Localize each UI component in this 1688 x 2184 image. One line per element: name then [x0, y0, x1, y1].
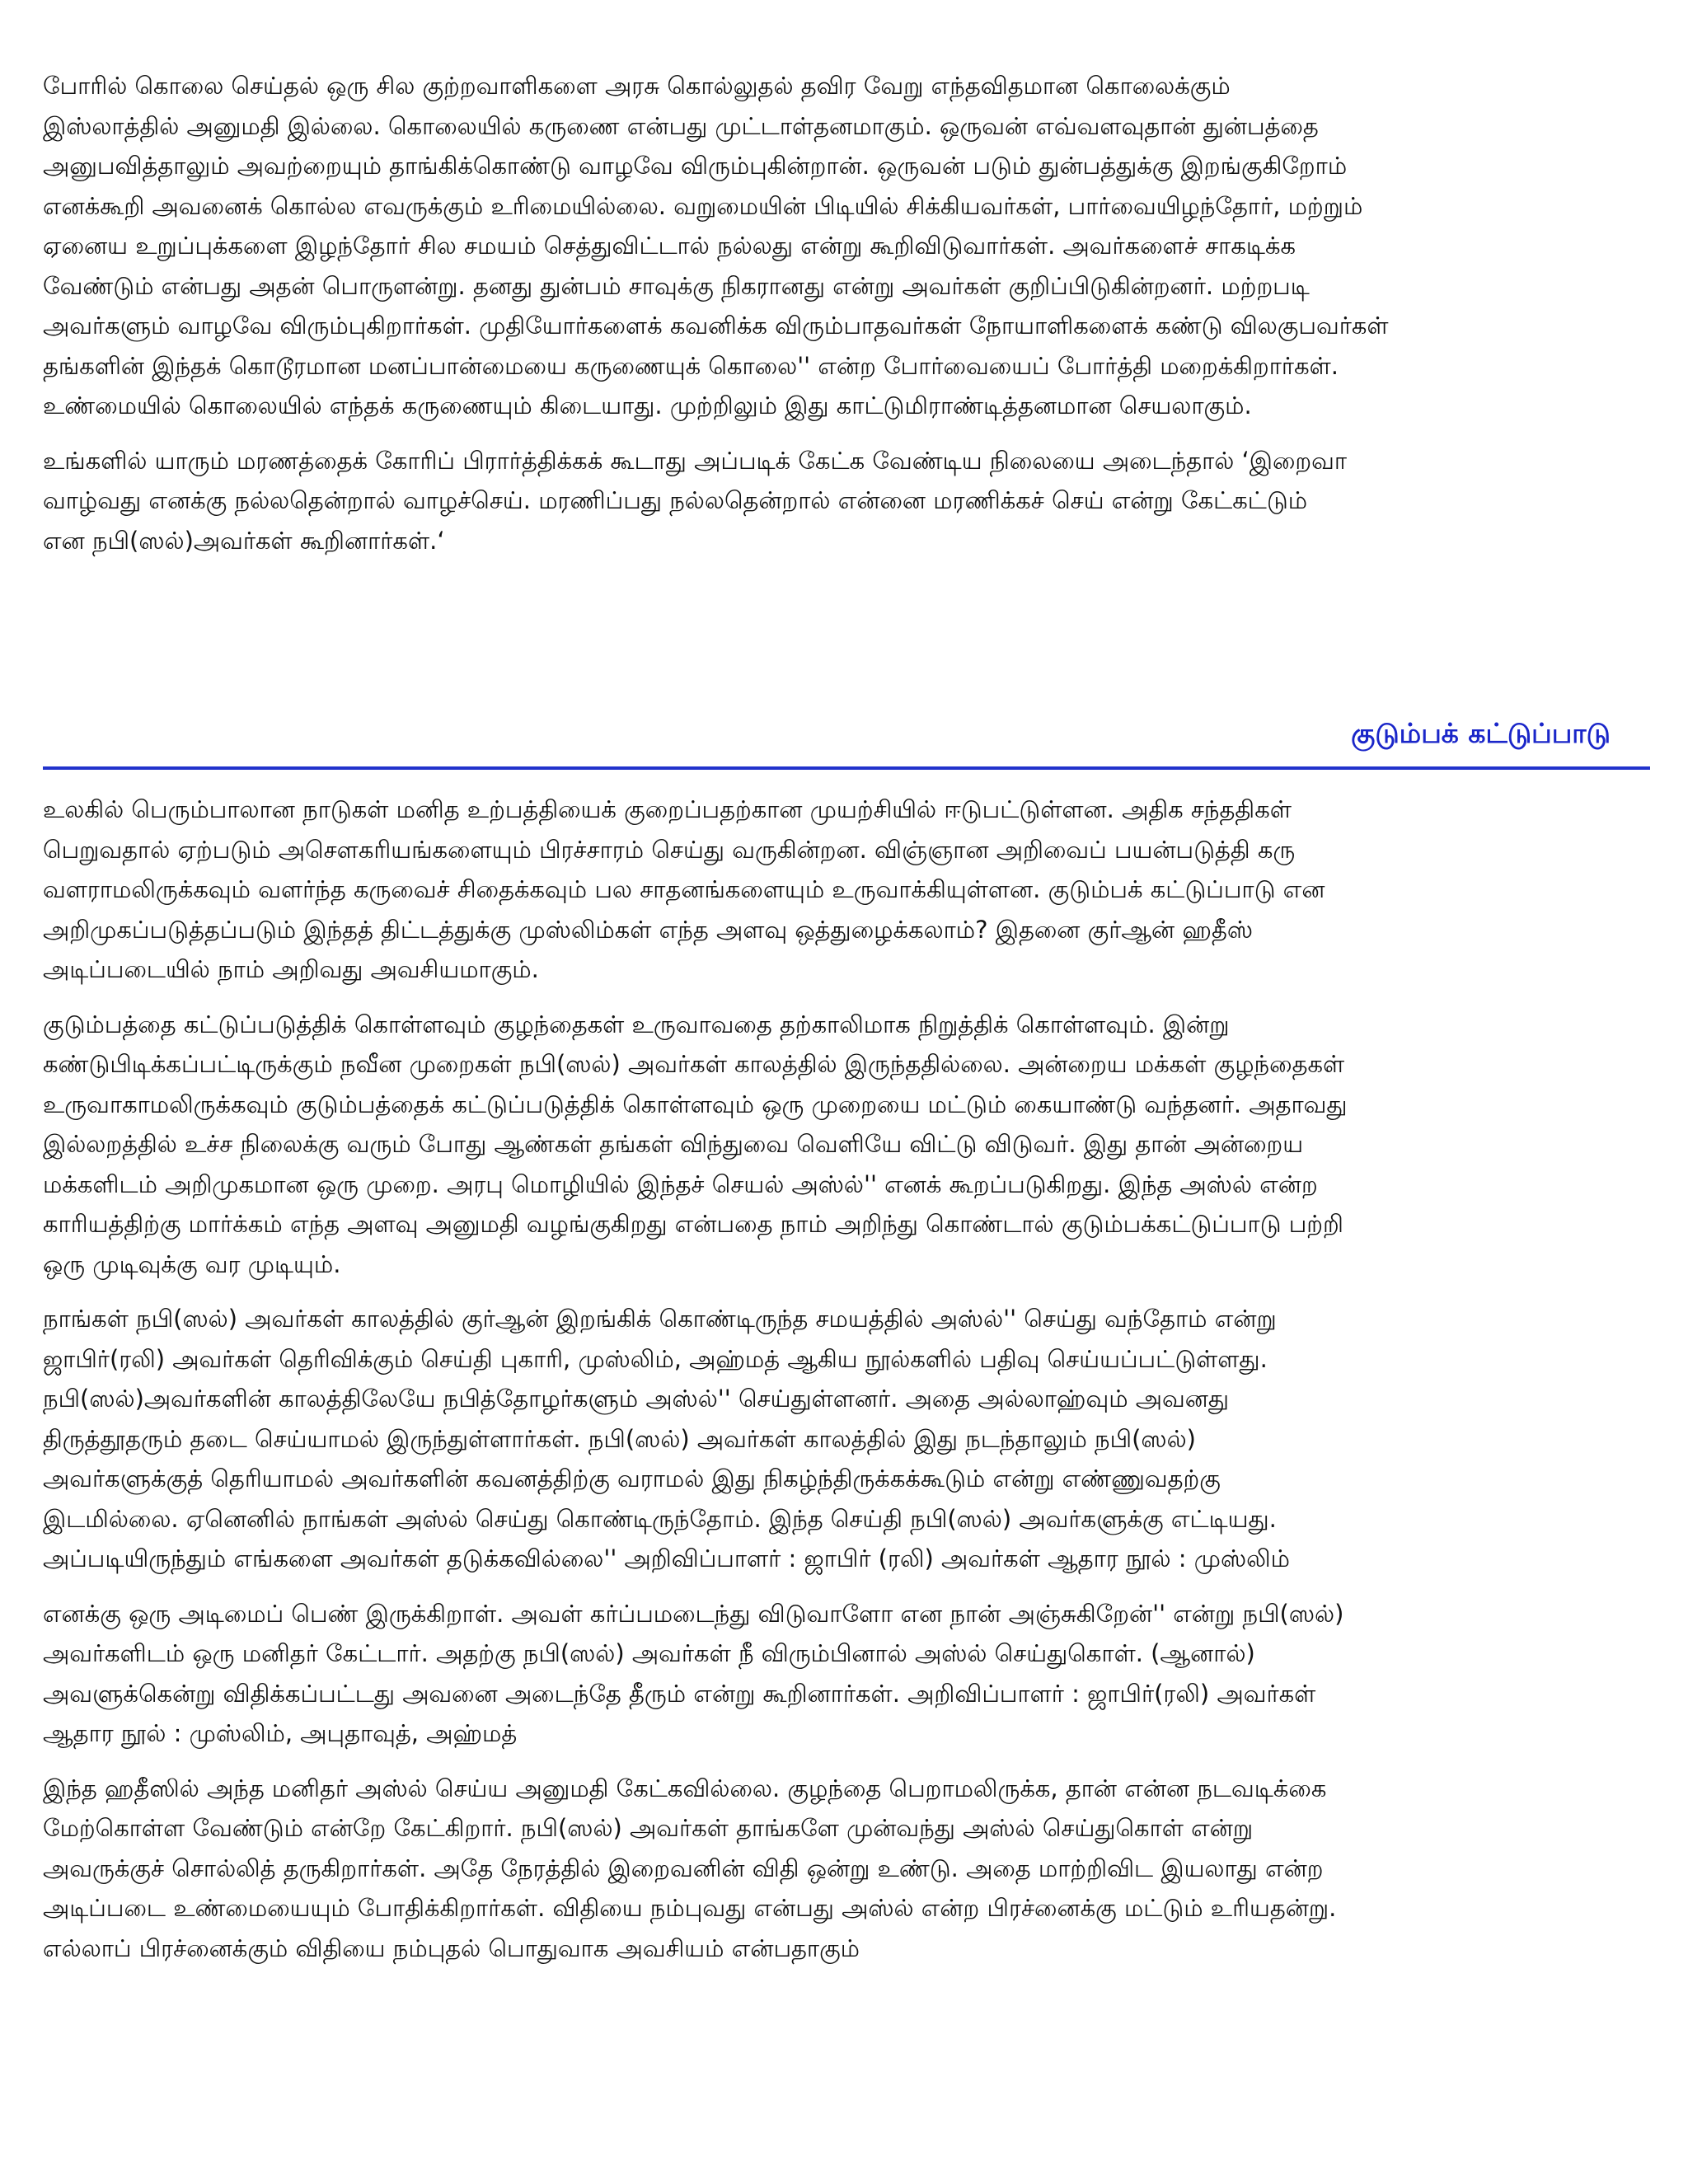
text-line: அப்படியிருந்தும் எங்களை அவர்கள் தடுக்கவில்லை'' அறிவிப்பாளர் : ஜாபிர் (ரலி) அவர்கள் ஆதார நூல் : முஸ்லிம்: [43, 1544, 1290, 1572]
text-line: என நபி(ஸல்)அவர்கள் கூறினார்கள்.‘: [43, 526, 445, 555]
section-title: குடும்பக் கட்டுப்பாடு: [1351, 717, 1611, 749]
text-line: இல்லறத்தில் உச்ச நிலைக்கு வரும் போது ஆண்கள் தங்கள் விந்துவை வெளியே விட்டு விடுவர். இது தான் அன்றைய: [43, 1130, 1304, 1158]
text-line: ஜாபிர்(ரலி) அவர்கள் தெரிவிக்கும் செய்தி புகாரி, முஸ்லிம், அஹ்மத் ஆகிய நூல்களில் பதிவு செய்யப்பட்டுள்ளது.: [43, 1344, 1268, 1373]
text-line: அவர்களிடம் ஒரு மனிதர் கேட்டார். அதற்கு நபி(ஸல்) அவர்கள் நீ விரும்பினால் அஸ்ல் செய்துகொள். (ஆனால்): [43, 1639, 1255, 1667]
text-line: அறிமுகப்படுத்தப்படும் இந்தத் திட்டத்துக்கு முஸ்லிம்கள் எந்த அளவு ஒத்துழைக்கலாம்? இதனை குர்ஆன் ஹதீஸ்: [43, 915, 1253, 944]
text-line: நாங்கள் நபி(ஸல்) அவர்கள் காலத்தில் குர்ஆன் இறங்கிக் கொண்டிருந்த சமயத்தில் அஸ்ல்'' செய்து வந்தோம் என்று: [43, 1305, 1277, 1333]
text-line: ஆதார நூல் : முஸ்லிம், அபுதாவுத், அஹ்மத்: [43, 1719, 518, 1747]
paragraph: [43, 1769, 1650, 1969]
text-line: உங்களில் யாரும் மரணத்தைக் கோரிப் பிரார்த்திக்கக் கூடாது அப்படிக் கேட்க வேண்டிய நிலையை அடைந்தால் ‘இறைவா: [43, 446, 1348, 475]
text-line: மேற்கொள்ள வேண்டும் என்றே கேட்கிறார். நபி(ஸல்) அவர்கள் தாங்களே முன்வந்து அஸ்ல் செய்துகொள் என்று: [43, 1814, 1254, 1842]
text-line: எனக்கு ஒரு அடிமைப் பெண் இருக்கிறாள். அவள் கர்ப்பமடைந்து விடுவாளோ என நான் அஞ்சுகிறேன்'' என்று நபி(ஸல்): [43, 1599, 1344, 1628]
text-line: அடிப்படையில் நாம் அறிவது அவசியமாகும்.: [43, 955, 539, 983]
paragraph: [43, 1005, 1650, 1285]
text-line: கண்டுபிடிக்கப்பட்டிருக்கும் நவீன முறைகள் நபி(ஸல்) அவர்கள் காலத்தில் இருந்ததில்லை. அன்றைய மக்கள் குழந்தைகள்: [43, 1050, 1345, 1078]
paragraph: [43, 1594, 1650, 1754]
text-line: போரில் கொலை செய்தல் ஒரு சில குற்றவாளிகளை அரசு கொல்லுதல் தவிர வேறு எந்தவிதமான கொலைக்கும்: [43, 72, 1231, 100]
paragraph: [43, 66, 1650, 426]
section-gap: [43, 575, 1650, 714]
text-line: உண்மையில் கொலையில் எந்தக் கருணையும் கிடையாது. முற்றிலும் இது காட்டுமிராண்டித்தனமான செயலாகும்.: [43, 391, 1252, 419]
paragraph: [43, 790, 1650, 990]
text-line: இஸ்லாத்தில் அனுமதி இல்லை. கொலையில் கருணை என்பது முட்டாள்தனமாகும். ஒருவன் எவ்வளவுதான் துன்பத்தை: [43, 111, 1319, 140]
text-line: வேண்டும் என்பது அதன் பொருளன்று. தனது துன்பம் சாவுக்கு நிகரானது என்று அவர்கள் குறிப்பிடுகின்றனர். மற்றபடி: [43, 271, 1310, 300]
text-line: மக்களிடம் அறிமுகமான ஒரு முறை. அரபு மொழியில் இந்தச் செயல் அஸ்ல்'' எனக் கூறப்படுகிறது. இந்த அஸ்ல் என்ற: [43, 1169, 1318, 1198]
text-line: தங்களின் இந்தக் கொடூரமான மனப்பான்மையை கருணையுக் கொலை'' என்ற போர்வையைப் போர்த்தி மறைக்கிறார்கள்.: [43, 351, 1339, 380]
title-underline: [43, 766, 1650, 770]
text-line: அவளுக்கென்று விதிக்கப்பட்டது அவனை அடைந்தே தீரும் என்று கூறினார்கள். அறிவிப்பாளர் : ஜாபிர்(ரலி) அவர்கள்: [43, 1679, 1316, 1708]
text-line: உலகில் பெரும்பாலான நாடுகள் மனித உற்பத்தியைக் குறைப்பதற்கான முயற்சியில் ஈடுபட்டுள்ளன. அதிக சந்ததிகள்: [43, 795, 1292, 823]
text-line: இந்த ஹதீஸில் அந்த மனிதர் அஸ்ல் செய்ய அனுமதி கேட்கவில்லை. குழந்தை பெறாமலிருக்க, தான் என்ன நடவடிக்கை: [43, 1774, 1327, 1802]
text-line: நபி(ஸல்)அவர்களின் காலத்திலேயே நபித்தோழர்களும் அஸ்ல்'' செய்துள்ளனர். அதை அல்லாஹ்வும் அவனது: [43, 1385, 1230, 1413]
text-line: வளராமலிருக்கவும் வளர்ந்த கருவைச் சிதைக்கவும் பல சாதனங்களையும் உருவாக்கியுள்ளன. குடும்பக் கட்டுப்பாடு என: [43, 875, 1325, 903]
text-line: எல்லாப் பிரச்னைக்கும் விதியை நம்புதல் பொதுவாக அவசியம் என்பதாகும்: [43, 1933, 860, 1962]
text-line: ஏனைய உறுப்புக்களை இழந்தோர் சில சமயம் செத்துவிட்டால் நல்லது என்று கூறிவிடுவார்கள். அவர்களைச் சாகடிக்க: [43, 232, 1296, 260]
text-line: வாழ்வது எனக்கு நல்லதென்றால் வாழச்செய். மரணிப்பது நல்லதென்றால் என்னை மரணிக்கச் செய் என்று கேட்கட்டும்: [43, 486, 1308, 514]
text-line: எனக்கூறி அவனைக் கொல்ல எவருக்கும் உரிமையில்லை. வறுமையின் பிடியில் சிக்கியவர்கள், பார்வையிழந்தோர், மற்றும்: [43, 191, 1363, 220]
text-line: அடிப்படை உண்மையையும் போதிக்கிறார்கள். விதியை நம்புவது என்பது அஸ்ல் என்ற பிரச்னைக்கு மட்டும் உரியதன்று.: [43, 1894, 1337, 1922]
section-family-planning: [43, 790, 1650, 1968]
section-euthanasia: [43, 66, 1650, 560]
paragraph: [43, 1299, 1650, 1579]
text-line: குடும்பத்தை கட்டுப்படுத்திக் கொள்ளவும் குழந்தைகள் உருவாவதை தற்காலிமாக நிறுத்திக் கொள்ளவும். இன்று: [43, 1010, 1230, 1038]
text-line: திருத்தூதரும் தடை செய்யாமல் இருந்துள்ளார்கள். நபி(ஸல்) அவர்கள் காலத்தில் இது நடந்தாலும் நபி(ஸல்): [43, 1424, 1196, 1453]
text-line: பெறுவதால் ஏற்படும் அசௌகரியங்களையும் பிரச்சாரம் செய்து வருகின்றன. விஞ்ஞான அறிவைப் பயன்படுத்தி கரு: [43, 835, 1296, 864]
text-line: அனுபவித்தாலும் அவற்றையும் தாங்கிக்கொண்டு வாழவே விரும்புகின்றான். ஒருவன் படும் துன்பத்துக்கு இறங்குகிறோம்: [43, 152, 1348, 180]
text-line: அவருக்குச் சொல்லித் தருகிறார்கள். அதே நேரத்தில் இறைவனின் விதி ஒன்று உண்டு. அதை மாற்றிவிட இயலாது என்ற: [43, 1854, 1324, 1882]
text-line: ஒரு முடிவுக்கு வர முடியும்.: [43, 1249, 341, 1278]
text-line: உருவாகாமலிருக்கவும் குடும்பத்தைக் கட்டுப்படுத்திக் கொள்ளவும் ஒரு முறையை மட்டும் கையாண்டு வந்தனர். அதாவது: [43, 1090, 1348, 1118]
text-line: இடமில்லை. ஏனெனில் நாங்கள் அஸ்ல் செய்து கொண்டிருந்தோம். இந்த செய்தி நபி(ஸல்) அவர்களுக்கு எட்டியது.: [43, 1504, 1277, 1533]
paragraph: [43, 441, 1650, 561]
document-page: [43, 66, 1650, 1983]
text-line: அவர்களும் வாழவே விரும்புகிறார்கள். முதியோர்களைக் கவனிக்க விரும்பாதவர்கள் நோயாளிகளைக் கண்டு விலகுபவர்கள்: [43, 312, 1389, 340]
text-line: காரியத்திற்கு மார்க்கம் எந்த அளவு அனுமதி வழங்குகிறது என்பதை நாம் அறிந்து கொண்டால் குடும்பக்கட்டுப்பாடு பற்றி: [43, 1210, 1343, 1238]
text-line: அவர்களுக்குத் தெரியாமல் அவர்களின் கவனத்திற்கு வராமல் இது நிகழ்ந்திருக்கக்கூடும் என்று எண்ணுவதற்கு: [43, 1465, 1221, 1493]
